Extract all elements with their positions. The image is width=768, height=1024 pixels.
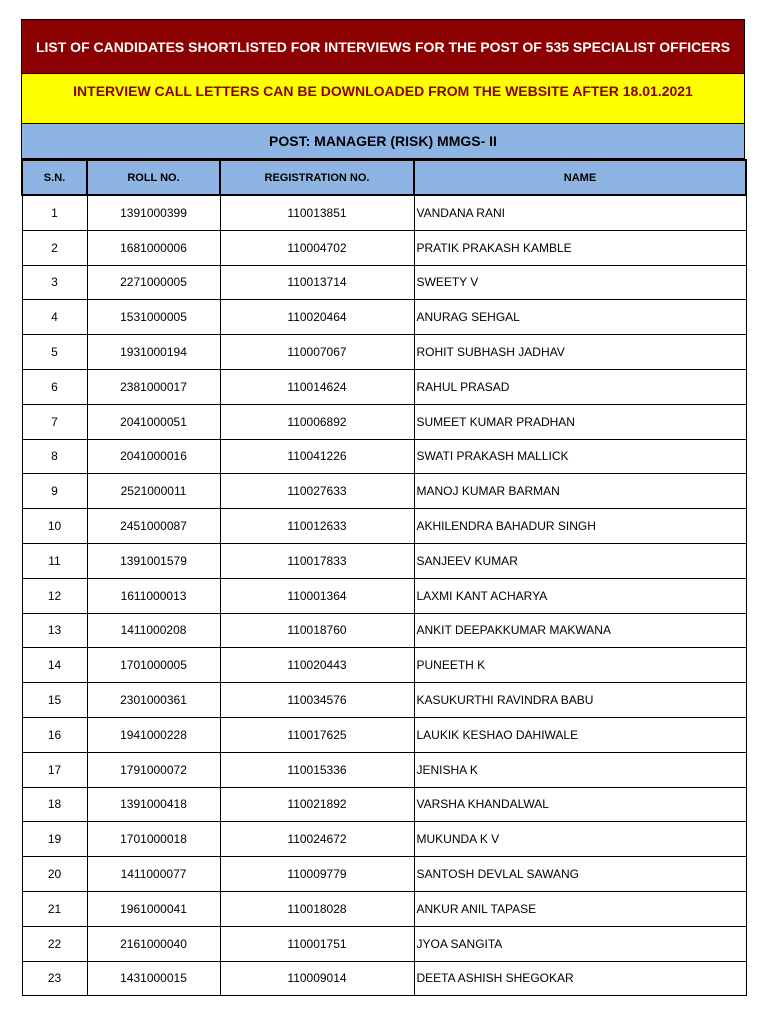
cell-sn: 5 bbox=[22, 335, 87, 370]
table-row bbox=[22, 474, 746, 509]
cell-name: ANKIT DEEPAKKUMAR MAKWANA bbox=[414, 613, 746, 648]
cell-name: SWEETY V bbox=[414, 265, 746, 300]
cell-sn: 19 bbox=[22, 822, 87, 857]
table-row bbox=[22, 265, 746, 300]
cell-registration-no: 110017625 bbox=[220, 717, 414, 752]
table-row bbox=[22, 300, 746, 335]
table-row bbox=[22, 613, 746, 648]
cell-registration-no: 110013851 bbox=[220, 195, 414, 230]
cell-sn: 23 bbox=[22, 961, 87, 996]
table-row bbox=[22, 369, 746, 404]
column-header-name: NAME bbox=[414, 160, 746, 195]
cell-registration-no: 110020443 bbox=[220, 648, 414, 683]
table-row bbox=[22, 404, 746, 439]
cell-name: SUMEET KUMAR PRADHAN bbox=[414, 404, 746, 439]
cell-roll-no: 1391000399 bbox=[87, 195, 220, 230]
cell-roll-no: 1931000194 bbox=[87, 335, 220, 370]
cell-sn: 15 bbox=[22, 683, 87, 718]
cell-name: KASUKURTHI RAVINDRA BABU bbox=[414, 683, 746, 718]
cell-roll-no: 2041000051 bbox=[87, 404, 220, 439]
cell-name: SANJEEV KUMAR bbox=[414, 543, 746, 578]
table-row bbox=[22, 195, 746, 230]
cell-name: DEETA ASHISH SHEGOKAR bbox=[414, 961, 746, 996]
column-header-sn: S.N. bbox=[22, 160, 87, 195]
cell-sn: 7 bbox=[22, 404, 87, 439]
cell-sn: 13 bbox=[22, 613, 87, 648]
table-row bbox=[22, 683, 746, 718]
cell-roll-no: 2161000040 bbox=[87, 926, 220, 961]
cell-registration-no: 110012633 bbox=[220, 509, 414, 544]
cell-registration-no: 110024672 bbox=[220, 822, 414, 857]
cell-roll-no: 1431000015 bbox=[87, 961, 220, 996]
table-row bbox=[22, 648, 746, 683]
cell-roll-no: 1961000041 bbox=[87, 891, 220, 926]
cell-registration-no: 110009014 bbox=[220, 961, 414, 996]
candidates-table bbox=[21, 159, 747, 996]
cell-name: VANDANA RANI bbox=[414, 195, 746, 230]
cell-registration-no: 110017833 bbox=[220, 543, 414, 578]
call-letter-notice: INTERVIEW CALL LETTERS CAN BE DOWNLOADED FROM THE WEBSITE AFTER 18.01.2021 bbox=[21, 74, 745, 124]
cell-name: SANTOSH DEVLAL SAWANG bbox=[414, 857, 746, 892]
post-heading: POST: MANAGER (RISK) MMGS- II bbox=[21, 124, 745, 159]
cell-roll-no: 1941000228 bbox=[87, 717, 220, 752]
cell-name: ANURAG SEHGAL bbox=[414, 300, 746, 335]
shortlist-sheet bbox=[21, 19, 745, 996]
cell-roll-no: 1411000077 bbox=[87, 857, 220, 892]
cell-registration-no: 110014624 bbox=[220, 369, 414, 404]
table-row bbox=[22, 752, 746, 787]
cell-roll-no: 2451000087 bbox=[87, 509, 220, 544]
cell-roll-no: 1701000005 bbox=[87, 648, 220, 683]
cell-sn: 10 bbox=[22, 509, 87, 544]
table-row bbox=[22, 822, 746, 857]
cell-registration-no: 110009779 bbox=[220, 857, 414, 892]
cell-registration-no: 110001364 bbox=[220, 578, 414, 613]
cell-roll-no: 1531000005 bbox=[87, 300, 220, 335]
cell-name: ANKUR ANIL TAPASE bbox=[414, 891, 746, 926]
cell-name: PRATIK PRAKASH KAMBLE bbox=[414, 230, 746, 265]
table-row bbox=[22, 926, 746, 961]
cell-roll-no: 2381000017 bbox=[87, 369, 220, 404]
cell-sn: 3 bbox=[22, 265, 87, 300]
cell-roll-no: 2041000016 bbox=[87, 439, 220, 474]
table-header bbox=[22, 160, 746, 195]
cell-name: MUKUNDA K V bbox=[414, 822, 746, 857]
column-header-roll-no: ROLL NO. bbox=[87, 160, 220, 195]
cell-name: RAHUL PRASAD bbox=[414, 369, 746, 404]
cell-sn: 4 bbox=[22, 300, 87, 335]
column-header-registration-no: REGISTRATION NO. bbox=[220, 160, 414, 195]
cell-registration-no: 110013714 bbox=[220, 265, 414, 300]
cell-registration-no: 110027633 bbox=[220, 474, 414, 509]
cell-sn: 14 bbox=[22, 648, 87, 683]
cell-sn: 6 bbox=[22, 369, 87, 404]
table-row bbox=[22, 961, 746, 996]
table-body bbox=[22, 195, 746, 996]
table-row bbox=[22, 509, 746, 544]
cell-roll-no: 1701000018 bbox=[87, 822, 220, 857]
cell-registration-no: 110034576 bbox=[220, 683, 414, 718]
cell-sn: 9 bbox=[22, 474, 87, 509]
cell-sn: 1 bbox=[22, 195, 87, 230]
table-row bbox=[22, 439, 746, 474]
cell-name: JENISHA K bbox=[414, 752, 746, 787]
cell-registration-no: 110041226 bbox=[220, 439, 414, 474]
cell-sn: 17 bbox=[22, 752, 87, 787]
cell-registration-no: 110015336 bbox=[220, 752, 414, 787]
cell-roll-no: 1611000013 bbox=[87, 578, 220, 613]
cell-registration-no: 110018760 bbox=[220, 613, 414, 648]
table-row bbox=[22, 578, 746, 613]
cell-registration-no: 110018028 bbox=[220, 891, 414, 926]
cell-name: PUNEETH K bbox=[414, 648, 746, 683]
cell-name: JYOA SANGITA bbox=[414, 926, 746, 961]
cell-registration-no: 110004702 bbox=[220, 230, 414, 265]
cell-sn: 11 bbox=[22, 543, 87, 578]
cell-name: LAXMI KANT ACHARYA bbox=[414, 578, 746, 613]
cell-roll-no: 2521000011 bbox=[87, 474, 220, 509]
document-title: LIST OF CANDIDATES SHORTLISTED FOR INTERVIEWS FOR THE POST OF 535 SPECIALIST OFFICERS bbox=[21, 19, 745, 74]
cell-sn: 20 bbox=[22, 857, 87, 892]
cell-name: MANOJ KUMAR BARMAN bbox=[414, 474, 746, 509]
table-row bbox=[22, 891, 746, 926]
cell-roll-no: 1391000418 bbox=[87, 787, 220, 822]
table-row bbox=[22, 717, 746, 752]
cell-sn: 22 bbox=[22, 926, 87, 961]
cell-sn: 12 bbox=[22, 578, 87, 613]
cell-roll-no: 2301000361 bbox=[87, 683, 220, 718]
cell-name: LAUKIK KESHAO DAHIWALE bbox=[414, 717, 746, 752]
cell-roll-no: 1681000006 bbox=[87, 230, 220, 265]
cell-registration-no: 110007067 bbox=[220, 335, 414, 370]
table-row bbox=[22, 543, 746, 578]
cell-sn: 21 bbox=[22, 891, 87, 926]
table-row bbox=[22, 230, 746, 265]
cell-registration-no: 110001751 bbox=[220, 926, 414, 961]
cell-registration-no: 110006892 bbox=[220, 404, 414, 439]
cell-sn: 16 bbox=[22, 717, 87, 752]
cell-sn: 18 bbox=[22, 787, 87, 822]
table-row bbox=[22, 857, 746, 892]
cell-registration-no: 110020464 bbox=[220, 300, 414, 335]
cell-sn: 8 bbox=[22, 439, 87, 474]
cell-registration-no: 110021892 bbox=[220, 787, 414, 822]
cell-roll-no: 2271000005 bbox=[87, 265, 220, 300]
cell-name: VARSHA KHANDALWAL bbox=[414, 787, 746, 822]
cell-roll-no: 1791000072 bbox=[87, 752, 220, 787]
cell-name: SWATI PRAKASH MALLICK bbox=[414, 439, 746, 474]
table-row bbox=[22, 787, 746, 822]
cell-sn: 2 bbox=[22, 230, 87, 265]
table-row bbox=[22, 335, 746, 370]
cell-name: AKHILENDRA BAHADUR SINGH bbox=[414, 509, 746, 544]
cell-roll-no: 1391001579 bbox=[87, 543, 220, 578]
cell-name: ROHIT SUBHASH JADHAV bbox=[414, 335, 746, 370]
cell-roll-no: 1411000208 bbox=[87, 613, 220, 648]
